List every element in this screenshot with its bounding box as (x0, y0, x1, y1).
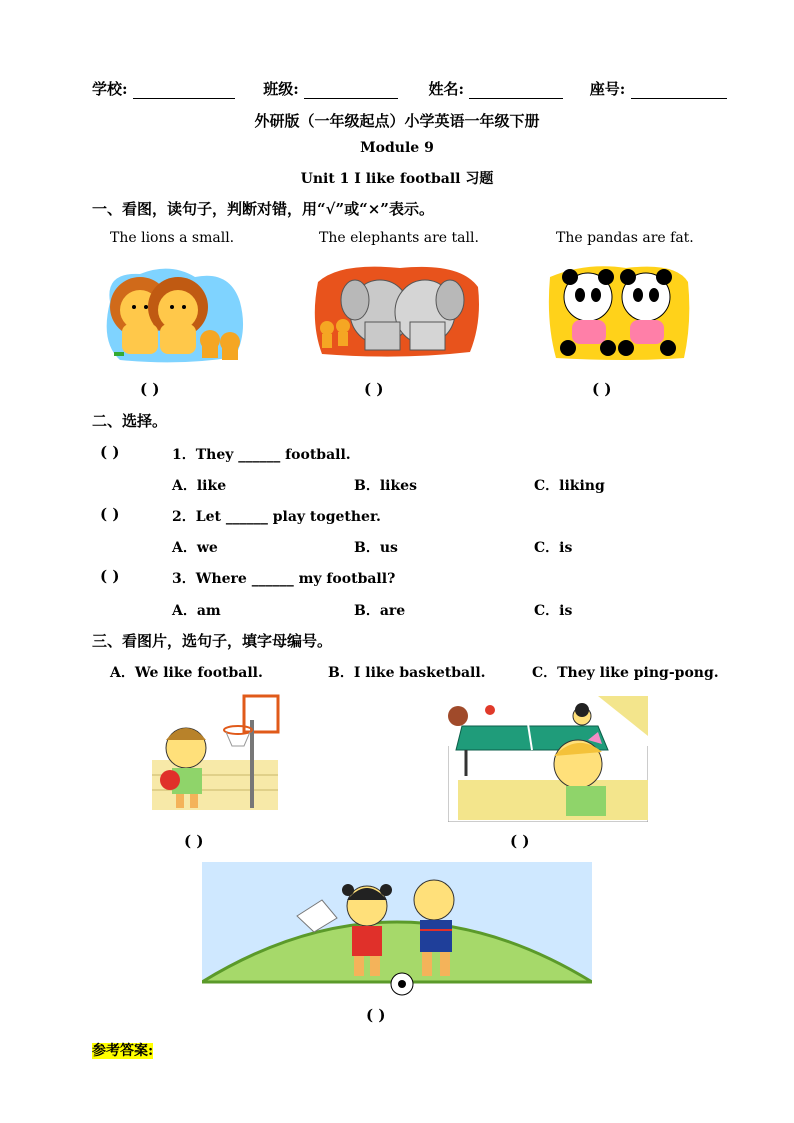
q2-option-a[interactable]: A．we (172, 540, 218, 556)
q1-option-b[interactable]: B．likes (354, 478, 417, 494)
sentence-2: The elephants are tall. (319, 230, 479, 246)
section3-heading: 三、看图片，选句子，填字母编号。 (92, 632, 333, 650)
answer-key-label (92, 1040, 153, 1060)
answer-paren-3[interactable]: ( ) (592, 380, 612, 398)
seat-field[interactable] (631, 98, 727, 99)
q1-stem: 1．They ______ football. (172, 447, 351, 463)
header-row (92, 78, 727, 99)
pandas-image (546, 262, 692, 362)
q2-stem: 2．Let ______ play together. (172, 509, 381, 525)
q1-paren[interactable]: ( ) (100, 443, 120, 461)
sentence-3: The pandas are fat. (556, 230, 694, 246)
answer-paren-pic1[interactable]: ( ) (184, 832, 204, 850)
q3-stem: 3．Where ______ my football? (172, 571, 396, 587)
sentence-1: The lions a small. (110, 230, 235, 246)
q1-option-c[interactable]: C．liking (534, 478, 605, 494)
answer-paren-pic2[interactable]: ( ) (510, 832, 530, 850)
option-c: C．They like ping-pong. (532, 665, 719, 681)
q3-paren[interactable]: ( ) (100, 567, 120, 585)
seat-label: 座号: (589, 80, 626, 98)
q1-option-a[interactable]: A．like (172, 478, 227, 494)
class-label: 班级: (263, 80, 299, 98)
title-line1: 外研版（一年级起点）小学英语一年级下册 (254, 112, 540, 130)
answer-paren-pic3[interactable]: ( ) (366, 1006, 386, 1024)
q3-option-b[interactable]: B．are (354, 603, 406, 619)
school-field[interactable] (133, 98, 235, 99)
lions-image (100, 262, 248, 364)
q3-option-c[interactable]: C．is (534, 603, 573, 619)
option-b: B．I like basketball. (328, 665, 486, 681)
q2-option-b[interactable]: B．us (354, 540, 398, 556)
q2-paren[interactable]: ( ) (100, 505, 120, 523)
section2-heading: 二、选择。 (92, 412, 168, 430)
answer-paren-1[interactable]: ( ) (140, 380, 160, 398)
answer-paren-2[interactable]: ( ) (364, 380, 384, 398)
q2-option-c[interactable]: C．is (534, 540, 573, 556)
title-line2: Module 9 (360, 140, 434, 156)
class-field[interactable] (304, 98, 398, 99)
name-field[interactable] (469, 98, 563, 99)
answer-key-text: 参考答案: (92, 1043, 154, 1059)
section1-heading: 一、看图，读句子，判断对错，用“√”或“×”表示。 (92, 200, 434, 218)
name-label: 姓名: (428, 80, 465, 98)
q3-option-a[interactable]: A．am (172, 603, 221, 619)
pingpong-image (448, 696, 648, 822)
option-a: A．We like football. (110, 665, 263, 681)
title-line3: Unit 1 I like football 习题 (300, 171, 494, 187)
football-image (202, 862, 592, 996)
basketball-image (148, 690, 282, 818)
elephants-image (310, 262, 482, 358)
school-label: 学校: (92, 80, 128, 98)
